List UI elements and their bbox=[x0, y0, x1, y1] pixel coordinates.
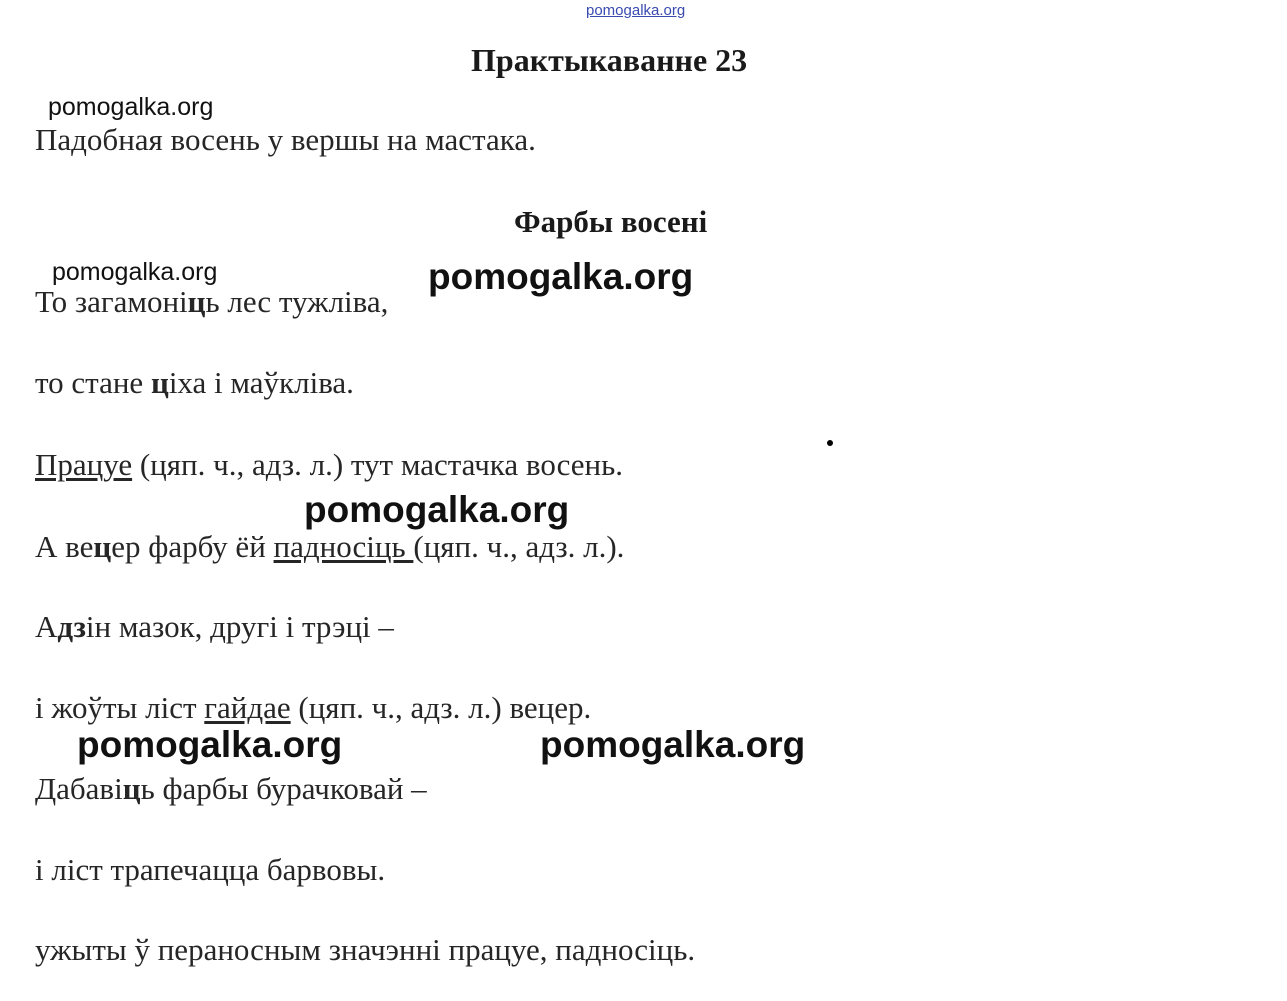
text: То загамоні bbox=[35, 284, 188, 319]
poem-line-7 bbox=[35, 771, 427, 807]
poem-line-2 bbox=[35, 365, 354, 401]
underlined-verb: Працуе bbox=[35, 447, 133, 482]
text: Дабаві bbox=[35, 771, 123, 806]
text: ь лес тужліва, bbox=[205, 284, 389, 319]
underlined-verb: падносіць bbox=[273, 529, 414, 564]
summary-line: ужыты ў пераносным значэнні працуе, падносіць. bbox=[35, 932, 696, 967]
watermark-6: pomogalka.org bbox=[540, 724, 806, 765]
watermark-2: pomogalka.org bbox=[52, 258, 218, 286]
highlight: ц bbox=[93, 529, 112, 564]
watermark-5: pomogalka.org bbox=[77, 724, 343, 765]
poem-line-8: і ліст трапечацца барвовы. bbox=[35, 852, 386, 887]
poem-line-6 bbox=[35, 690, 591, 726]
text: (цяп. ч., адз. л.) тут мастачка восень. bbox=[132, 447, 623, 482]
text: А ве bbox=[35, 529, 94, 564]
text: (цяп. ч., адз. л.) вецер. bbox=[290, 690, 592, 725]
text: і жоўты ліст bbox=[35, 690, 205, 725]
text: ер фарбу ёй bbox=[111, 529, 274, 564]
highlight: ц bbox=[187, 284, 206, 319]
text: іха і маўкліва. bbox=[168, 365, 354, 400]
highlight: ц bbox=[122, 771, 141, 806]
intro-text: Падобная восень у вершы на мастака. bbox=[35, 122, 536, 157]
highlight: дз bbox=[57, 609, 86, 644]
poem-line-5 bbox=[35, 609, 394, 645]
text: ін мазок, другі і трэці – bbox=[85, 609, 394, 644]
watermark-1: pomogalka.org bbox=[48, 93, 214, 121]
page-title: Практыкаванне 23 bbox=[471, 42, 748, 78]
text: то стане bbox=[35, 365, 151, 400]
poem-line-3 bbox=[35, 447, 623, 483]
poem-line-4 bbox=[35, 529, 624, 565]
poem-line-1 bbox=[35, 284, 388, 320]
poem-title: Фарбы восені bbox=[514, 204, 708, 239]
dot-mark bbox=[827, 440, 833, 446]
highlight: ц bbox=[150, 365, 169, 400]
text: ь фарбы бурачковай – bbox=[140, 771, 427, 806]
watermark-top[interactable]: pomogalka.org bbox=[586, 2, 686, 19]
underlined-verb: гайдае bbox=[204, 690, 291, 725]
watermark-4: pomogalka.org bbox=[304, 489, 570, 530]
text: (цяп. ч., адз. л.). bbox=[413, 529, 625, 564]
text: А bbox=[35, 609, 58, 644]
watermark-3: pomogalka.org bbox=[428, 256, 694, 297]
